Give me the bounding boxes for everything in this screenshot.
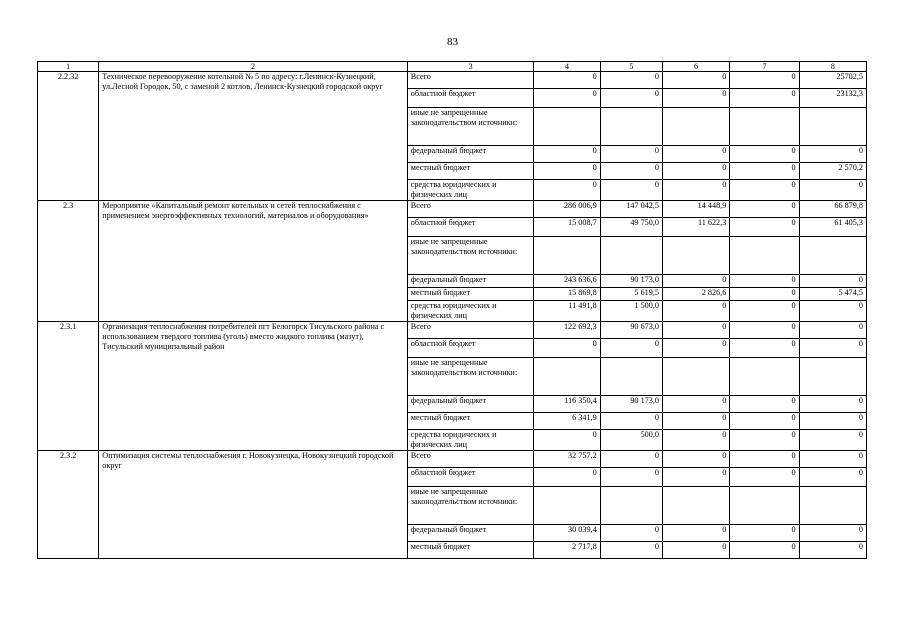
amount-cell: 0 bbox=[662, 430, 729, 451]
funding-source: местный бюджет bbox=[407, 542, 534, 559]
amount-cell bbox=[662, 487, 729, 525]
amount-cell: 0 bbox=[600, 163, 662, 180]
funding-source: федеральный бюджет bbox=[407, 275, 534, 288]
amount-cell bbox=[799, 487, 866, 525]
amount-cell bbox=[799, 108, 866, 146]
amount-cell: 0 bbox=[600, 89, 662, 108]
amount-cell: 0 bbox=[799, 396, 866, 413]
amount-cell: 0 bbox=[662, 413, 729, 430]
amount-cell: 0 bbox=[730, 430, 799, 451]
funding-source: средства юридических и физических лиц bbox=[407, 430, 534, 451]
amount-cell: 0 bbox=[662, 322, 729, 339]
header-row bbox=[38, 62, 867, 72]
amount-cell: 0 bbox=[600, 542, 662, 559]
amount-cell bbox=[600, 487, 662, 525]
amount-cell: 286 006,9 bbox=[534, 201, 600, 218]
amount-cell: 14 448,9 bbox=[662, 201, 729, 218]
amount-cell: 0 bbox=[662, 542, 729, 559]
amount-cell bbox=[662, 108, 729, 146]
column-header: 3 bbox=[407, 62, 534, 72]
funding-source: областной бюджет bbox=[407, 468, 534, 487]
amount-cell: 0 bbox=[799, 339, 866, 358]
amount-cell: 0 bbox=[600, 525, 662, 542]
budget-table bbox=[37, 61, 867, 559]
amount-cell: 243 636,6 bbox=[534, 275, 600, 288]
amount-cell: 0 bbox=[662, 396, 729, 413]
amount-cell bbox=[534, 487, 600, 525]
amount-cell: 0 bbox=[662, 339, 729, 358]
amount-cell: 0 bbox=[799, 322, 866, 339]
amount-cell: 0 bbox=[600, 146, 662, 163]
amount-cell: 0 bbox=[534, 468, 600, 487]
amount-cell bbox=[799, 237, 866, 275]
amount-cell: 0 bbox=[730, 201, 799, 218]
amount-cell: 0 bbox=[730, 275, 799, 288]
amount-cell: 0 bbox=[662, 301, 729, 322]
amount-cell: 0 bbox=[534, 89, 600, 108]
column-header: 6 bbox=[662, 62, 729, 72]
funding-source: Всего bbox=[407, 201, 534, 218]
amount-cell: 0 bbox=[662, 275, 729, 288]
amount-cell: 0 bbox=[730, 288, 799, 301]
amount-cell bbox=[662, 358, 729, 396]
amount-cell: 5 619,5 bbox=[600, 288, 662, 301]
amount-cell: 0 bbox=[600, 468, 662, 487]
amount-cell: 0 bbox=[600, 180, 662, 201]
amount-cell bbox=[534, 108, 600, 146]
amount-cell bbox=[730, 108, 799, 146]
amount-cell: 6 341,9 bbox=[534, 413, 600, 430]
amount-cell bbox=[662, 237, 729, 275]
item-code: 2.3 bbox=[38, 201, 99, 322]
amount-cell: 2 717,8 bbox=[534, 542, 600, 559]
amount-cell bbox=[730, 358, 799, 396]
amount-cell: 0 bbox=[799, 451, 866, 468]
amount-cell: 32 757,2 bbox=[534, 451, 600, 468]
amount-cell: 0 bbox=[534, 430, 600, 451]
amount-cell: 500,0 bbox=[600, 430, 662, 451]
amount-cell: 0 bbox=[662, 163, 729, 180]
column-header: 4 bbox=[534, 62, 600, 72]
amount-cell: 2 570,2 bbox=[799, 163, 866, 180]
amount-cell: 90 673,0 bbox=[600, 322, 662, 339]
amount-cell: 0 bbox=[730, 542, 799, 559]
amount-cell: 0 bbox=[730, 301, 799, 322]
amount-cell: 116 350,4 bbox=[534, 396, 600, 413]
amount-cell: 0 bbox=[534, 72, 600, 89]
amount-cell: 0 bbox=[600, 413, 662, 430]
column-header: 2 bbox=[99, 62, 407, 72]
funding-source: иные не запрещенные законодательством источники: bbox=[407, 237, 534, 275]
amount-cell: 0 bbox=[600, 451, 662, 468]
funding-source: Всего bbox=[407, 322, 534, 339]
amount-cell: 90 173,0 bbox=[600, 275, 662, 288]
amount-cell: 0 bbox=[730, 396, 799, 413]
amount-cell: 0 bbox=[662, 146, 729, 163]
table-row bbox=[38, 72, 867, 89]
funding-source: местный бюджет bbox=[407, 413, 534, 430]
amount-cell: 0 bbox=[534, 146, 600, 163]
funding-source: средства юридических и физических лиц bbox=[407, 180, 534, 201]
funding-source: федеральный бюджет bbox=[407, 396, 534, 413]
amount-cell: 0 bbox=[662, 468, 729, 487]
amount-cell: 0 bbox=[534, 339, 600, 358]
amount-cell: 0 bbox=[534, 163, 600, 180]
amount-cell: 0 bbox=[730, 146, 799, 163]
amount-cell: 11 491,8 bbox=[534, 301, 600, 322]
amount-cell: 0 bbox=[799, 275, 866, 288]
amount-cell: 0 bbox=[534, 180, 600, 201]
amount-cell: 0 bbox=[662, 451, 729, 468]
table-row bbox=[38, 201, 867, 218]
amount-cell: 0 bbox=[799, 180, 866, 201]
funding-source: областной бюджет bbox=[407, 89, 534, 108]
item-code: 2.3.1 bbox=[38, 322, 99, 451]
amount-cell: 5 474,5 bbox=[799, 288, 866, 301]
amount-cell: 90 173,0 bbox=[600, 396, 662, 413]
amount-cell: 0 bbox=[730, 89, 799, 108]
amount-cell: 0 bbox=[730, 339, 799, 358]
amount-cell: 0 bbox=[662, 72, 729, 89]
amount-cell: 0 bbox=[799, 146, 866, 163]
table-row bbox=[38, 451, 867, 468]
funding-source: иные не запрещенные законодательством источники: bbox=[407, 487, 534, 525]
table-row bbox=[38, 322, 867, 339]
amount-cell: 23132,3 bbox=[799, 89, 866, 108]
funding-source: областной бюджет bbox=[407, 339, 534, 358]
amount-cell: 122 692,3 bbox=[534, 322, 600, 339]
amount-cell: 0 bbox=[730, 218, 799, 237]
amount-cell: 0 bbox=[730, 163, 799, 180]
funding-source: областной бюджет bbox=[407, 218, 534, 237]
amount-cell: 0 bbox=[600, 72, 662, 89]
funding-source: местный бюджет bbox=[407, 288, 534, 301]
column-header: 1 bbox=[38, 62, 99, 72]
item-name: Техническое перевооружение котельной № 5 по адресу: г.Ленинск-Кузнецкий, ул.Лесной Городок, 50, с заменой 2 котлов, Ленинск-Кузнецкий городской округ bbox=[99, 72, 407, 201]
amount-cell bbox=[730, 237, 799, 275]
amount-cell: 0 bbox=[600, 339, 662, 358]
column-header: 5 bbox=[600, 62, 662, 72]
amount-cell bbox=[730, 487, 799, 525]
column-header: 8 bbox=[799, 62, 866, 72]
funding-source: федеральный бюджет bbox=[407, 146, 534, 163]
amount-cell: 0 bbox=[730, 413, 799, 430]
column-header: 7 bbox=[730, 62, 799, 72]
amount-cell: 15 869,8 bbox=[534, 288, 600, 301]
amount-cell bbox=[600, 108, 662, 146]
funding-source: иные не запрещенные законодательством источники: bbox=[407, 108, 534, 146]
item-name: Мероприятие «Капитальный ремонт котельных и сетей теплоснабжения с применением энергоэффективных технологий, материалов и оборудования» bbox=[99, 201, 407, 322]
item-name: Организация теплоснабжения потребителей пгт Белогорск Тисульского района с использованием твердого топлива (уголь) вместо жидкого топлива (мазут), Тисульский муниципальный район bbox=[99, 322, 407, 451]
funding-source: местный бюджет bbox=[407, 163, 534, 180]
amount-cell: 61 405,3 bbox=[799, 218, 866, 237]
amount-cell: 30 039,4 bbox=[534, 525, 600, 542]
amount-cell bbox=[534, 237, 600, 275]
amount-cell: 0 bbox=[662, 89, 729, 108]
amount-cell: 25702,5 bbox=[799, 72, 866, 89]
item-code: 2.3.2 bbox=[38, 451, 99, 559]
amount-cell: 66 879,8 bbox=[799, 201, 866, 218]
amount-cell: 0 bbox=[799, 413, 866, 430]
amount-cell: 0 bbox=[730, 180, 799, 201]
amount-cell: 0 bbox=[730, 322, 799, 339]
funding-source: иные не запрещенные законодательством источники: bbox=[407, 358, 534, 396]
amount-cell: 49 750,0 bbox=[600, 218, 662, 237]
amount-cell: 0 bbox=[730, 525, 799, 542]
page-number: 83 bbox=[447, 36, 458, 48]
amount-cell: 11 622,3 bbox=[662, 218, 729, 237]
amount-cell bbox=[799, 358, 866, 396]
funding-source: средства юридических и физических лиц bbox=[407, 301, 534, 322]
amount-cell: 0 bbox=[799, 301, 866, 322]
amount-cell bbox=[600, 237, 662, 275]
amount-cell: 1 500,0 bbox=[600, 301, 662, 322]
amount-cell: 2 826,6 bbox=[662, 288, 729, 301]
amount-cell: 15 008,7 bbox=[534, 218, 600, 237]
funding-source: Всего bbox=[407, 72, 534, 89]
funding-source: Всего bbox=[407, 451, 534, 468]
amount-cell: 0 bbox=[730, 468, 799, 487]
amount-cell: 0 bbox=[730, 451, 799, 468]
amount-cell bbox=[600, 358, 662, 396]
amount-cell bbox=[534, 358, 600, 396]
item-code: 2.2.32 bbox=[38, 72, 99, 201]
amount-cell: 0 bbox=[662, 525, 729, 542]
amount-cell: 0 bbox=[799, 430, 866, 451]
amount-cell: 0 bbox=[730, 72, 799, 89]
amount-cell: 147 042,5 bbox=[600, 201, 662, 218]
item-name: Оптимизация системы теплоснабжения г. Новокузнецка, Новокузнецкий городской округ bbox=[99, 451, 407, 559]
amount-cell: 0 bbox=[662, 180, 729, 201]
amount-cell: 0 bbox=[799, 525, 866, 542]
amount-cell: 0 bbox=[799, 468, 866, 487]
amount-cell: 0 bbox=[799, 542, 866, 559]
funding-source: федеральный бюджет bbox=[407, 525, 534, 542]
